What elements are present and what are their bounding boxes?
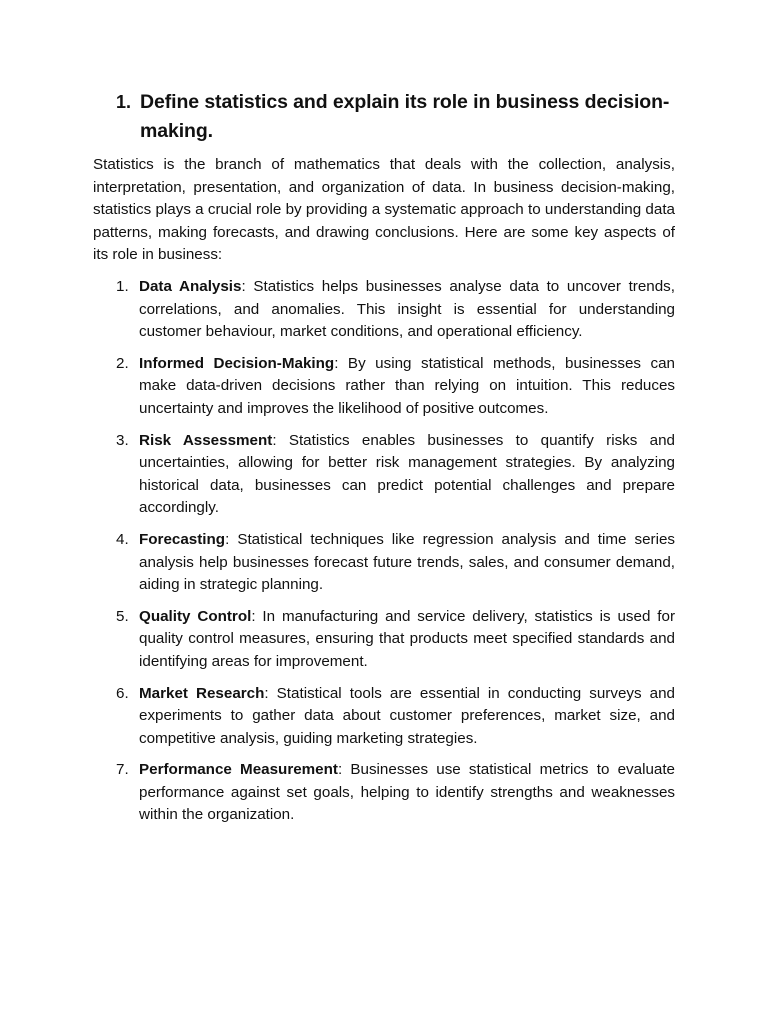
list-item xyxy=(93,683,675,751)
list-item-term: Quality Control xyxy=(139,607,252,625)
list-item-number: 4. xyxy=(116,530,129,548)
list-item xyxy=(93,759,675,827)
list-item-term: Forecasting xyxy=(139,530,226,548)
list-item-number: 1. xyxy=(116,278,129,295)
list-item-number: 5. xyxy=(116,607,129,625)
list-item-text: : In manufacturing and service delivery, statistics is used for quality control measures, ensuring that products meet specified standards and identifying areas for improvement. xyxy=(139,607,676,670)
list-item-term: Risk Assessment xyxy=(139,431,273,449)
list-item-text: : Statistics helps businesses analyse data to uncover trends, correlations, and anomalies. This insight is essential for understanding customer behaviour, market conditions, and operational efficiency. xyxy=(139,278,675,341)
list-item xyxy=(93,276,675,344)
list-item xyxy=(93,606,675,674)
list-item xyxy=(93,529,675,597)
list-item-term: Performance Measurement xyxy=(139,761,338,779)
list-item-number: 6. xyxy=(116,684,129,702)
list-item-text: : Statistics enables businesses to quantify risks and uncertainties, allowing for better risk management strategies. By analyzing historical data, businesses can predict potential challenges and prepare accordingly. xyxy=(139,431,675,517)
question-heading xyxy=(116,88,676,146)
role-list xyxy=(93,276,675,836)
list-item-term: Data Analysis xyxy=(139,278,242,295)
list-item-number: 7. xyxy=(116,761,129,779)
list-item-text: : By using statistical methods, businesses can make data-driven decisions rather than relying on intuition. This reduces uncertainty and improves the likelihood of positive outcomes. xyxy=(139,354,675,417)
list-item-term: Market Research xyxy=(139,684,265,702)
list-item-text: : Statistical techniques like regression analysis and time series analysis help businesses forecast future trends, sales, and consumer demand, aiding in strategic planning. xyxy=(139,530,675,594)
list-item-term: Informed Decision-Making xyxy=(139,354,335,372)
list-item-number: 3. xyxy=(116,431,129,449)
list-item-text: : Statistical tools are essential in conducting surveys and experiments to gather data about customer preferences, market size, and competitive analysis, guiding marketing strategies. xyxy=(139,684,675,747)
intro-paragraph: Statistics is the branch of mathematics that deals with the collection, analysis, interpretation, presentation, and organization of data. In business decision-making, statistics plays a crucial role by providing a systematic approach to understanding data patterns, making forecasts, and drawing conclusions. Here are some key aspects of its role in business: xyxy=(93,156,675,264)
list-item xyxy=(93,353,675,421)
list-item-number: 2. xyxy=(116,354,129,372)
heading-number: 1. xyxy=(116,92,132,112)
heading-text: Define statistics and explain its role in business decision-making. xyxy=(140,91,670,142)
list-item xyxy=(93,430,675,520)
list-item-text: : Businesses use statistical metrics to evaluate performance against set goals, helping to identify strengths and weaknesses within the organization. xyxy=(139,761,676,824)
